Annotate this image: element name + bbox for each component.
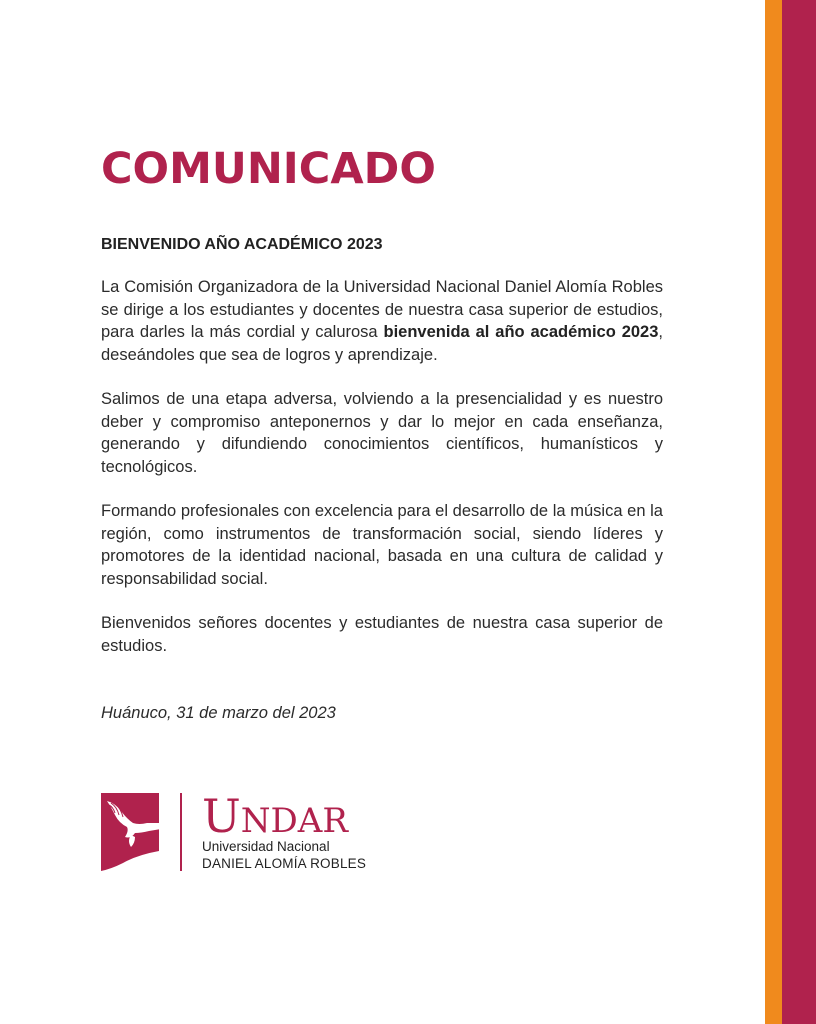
condor-emblem-icon	[101, 793, 161, 871]
undar-logo	[101, 789, 401, 875]
crimson-stripe	[782, 0, 816, 1024]
communique-body	[101, 138, 663, 724]
logo-name-line: DANIEL ALOMÍA ROBLES	[202, 856, 367, 871]
logo-university-line: Universidad Nacional	[202, 839, 330, 854]
logo-divider	[180, 793, 182, 871]
paragraph-1-text-before: La Comisión Organizadora de la Universidad Nacional Daniel Alomía Robles se dirige a los estudiantes y docentes de nuestra casa superior de estudios, para darles la más cordial y calurosa	[101, 278, 663, 341]
paragraph-1-bold: bienvenida al año académico 2023	[383, 323, 659, 341]
paragraph-1-text-after: , deseándoles que sea de logros y aprendizaje.	[101, 323, 663, 364]
subtitle: BIENVENIDO AÑO ACADÉMICO 2023	[101, 236, 383, 253]
paragraph-1	[101, 276, 663, 366]
page-title: COMUNICADO	[101, 144, 436, 194]
paragraph-3: Formando profesionales con excelencia para el desarrollo de la música en la región, como instrumentos de transformación social, siendo líderes y promotores de la identidad nacional, basada en una cultura de calidad y responsabilidad social.	[101, 502, 663, 588]
logo-wordmark-initial: U	[202, 789, 241, 843]
logo-wordmark-rest: NDAR	[240, 801, 348, 841]
orange-stripe	[765, 0, 782, 1024]
paragraph-2: Salimos de una etapa adversa, volviendo a la presencialidad y es nuestro deber y compromiso anteponernos y dar lo mejor en cada enseñanza, generando y difundiendo conocimientos científicos, humanísticos y tecnológicos.	[101, 390, 663, 476]
place-and-date: Huánuco, 31 de marzo del 2023	[101, 704, 336, 722]
paragraph-4: Bienvenidos señores docentes y estudiantes de nuestra casa superior de estudios.	[101, 614, 663, 655]
